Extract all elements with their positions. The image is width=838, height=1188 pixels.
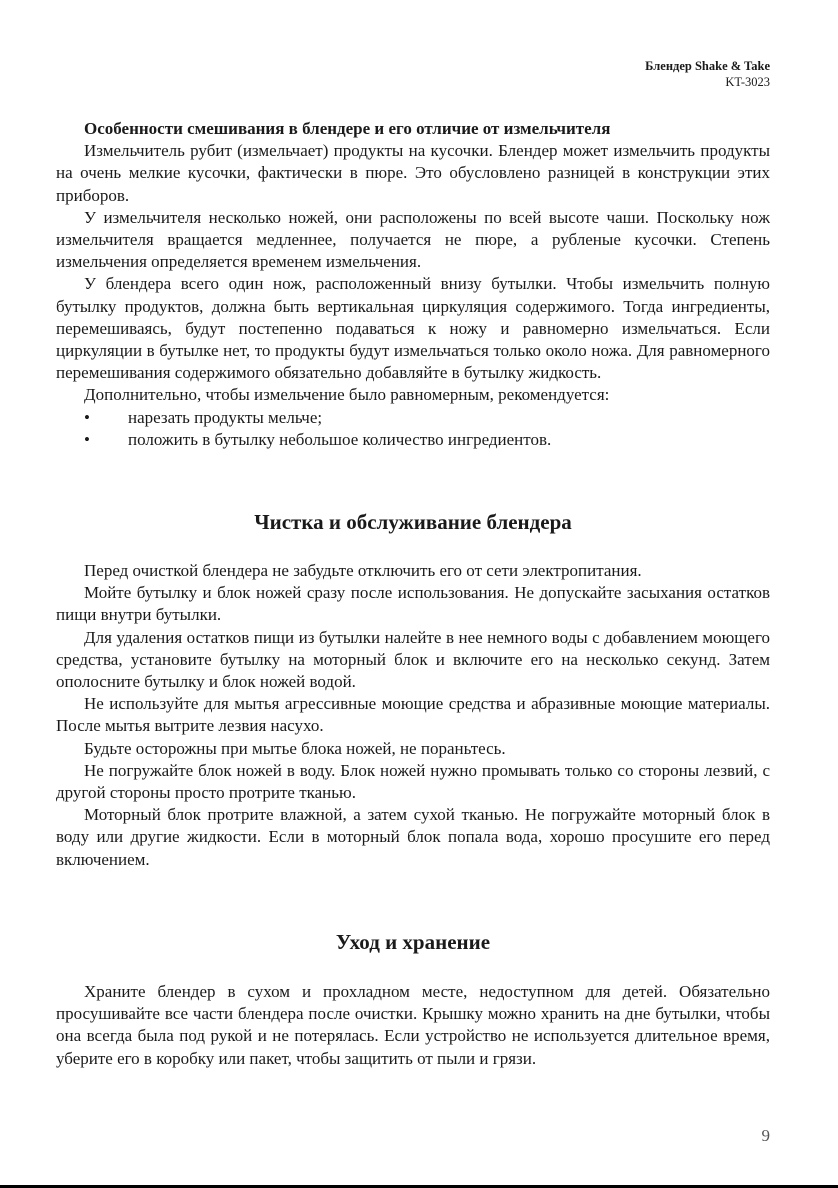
header-model-number: KT-3023: [725, 75, 770, 89]
section2-paragraph: Не используйте для мытья агрессивные моющие средства и абразивные моющие материалы. После мытья вытрите лезвия насухо.: [56, 694, 770, 736]
list-item: [56, 429, 770, 451]
list-item-text: положить в бутылку небольшое количество ингредиентов.: [128, 429, 552, 449]
section1-paragraph: У измельчителя несколько ножей, они расположены по всей высоте чаши. Поскольку нож измельчителя вращается медленнее, получается не пюре, а рубленые кусочки. Степень измельчения определяется временем измельчения.: [56, 207, 770, 272]
header-product-name: Блендер Shake & Take: [645, 59, 770, 73]
page-content: [56, 118, 770, 1070]
section1-paragraph: У блендера всего один нож, расположенный внизу бутылки. Чтобы измельчить полную бутылку продуктов, должна быть вертикальная циркуляция содержимого. Тогда ингредиенты, перемешиваясь, будут постепенно подаваться к ножу и равномерно измельчаться. Если циркуляции в бутылке нет, то продукты будут измельчаться только около ножа. Для равномерного перемешивания содержимого обязательно добавляйте в бутылку жидкость.: [56, 274, 770, 383]
section3-title: Уход и хранение: [335, 929, 491, 954]
section2-paragraph: Мойте бутылку и блок ножей сразу после использования. Не допускайте засыхания остатков пищи внутри бутылки.: [56, 583, 770, 625]
section3-paragraph: Храните блендер в сухом и прохладном месте, недоступном для детей. Обязательно просушивайте все части блендера после очистки. Крышку можно хранить на дне бутылки, чтобы она всегда была под рукой и не потерялась. Если устройство не используется длительное время, уберите его в коробку или пакет, чтобы защитить от пыли и грязи.: [56, 981, 770, 1068]
list-item-text: нарезать продукты мельче;: [128, 407, 323, 427]
section2-paragraph: Перед очисткой блендера не забудьте отключить его от сети электропитания.: [84, 561, 642, 581]
section1-heading: Особенности смешивания в блендере и его отличие от измельчителя: [84, 119, 611, 138]
page-number: 9: [761, 1126, 770, 1145]
section2-title: Чистка и обслуживание блендера: [254, 510, 572, 535]
list-item: [56, 407, 770, 429]
section2-paragraph: Моторный блок протрите влажной, а затем сухой тканью. Не погружайте моторный блок в воду или другие жидкости. Если в моторный блок попала вода, хорошо просушите его перед включением.: [56, 805, 770, 869]
page-header: [645, 58, 770, 90]
bullet-icon: •: [84, 429, 90, 449]
section2-paragraph: Не погружайте блок ножей в воду. Блок ножей нужно промывать только со стороны лезвий, с другой стороны просто протрите тканью.: [56, 760, 770, 803]
recommendation-list: [56, 407, 770, 451]
section2-paragraph: Для удаления остатков пищи из бутылки налейте в нее немного воды с добавлением моющего средства, установите бутылку на моторный блок и включите его на несколько секунд. Затем ополосните бутылку и блок ножей водой.: [56, 627, 770, 692]
section1-paragraph: Дополнительно, чтобы измельчение было равномерным, рекомендуется:: [84, 385, 610, 405]
section1-paragraph: Измельчитель рубит (измельчает) продукты на кусочки. Блендер может измельчить продукты на очень мелкие кусочки, фактически в пюре. Это обусловлено разницей в конструкции этих приборов.: [56, 141, 770, 205]
section2-paragraph: Будьте осторожны при мытье блока ножей, не пораньтесь.: [84, 738, 506, 758]
bullet-icon: •: [84, 407, 90, 427]
